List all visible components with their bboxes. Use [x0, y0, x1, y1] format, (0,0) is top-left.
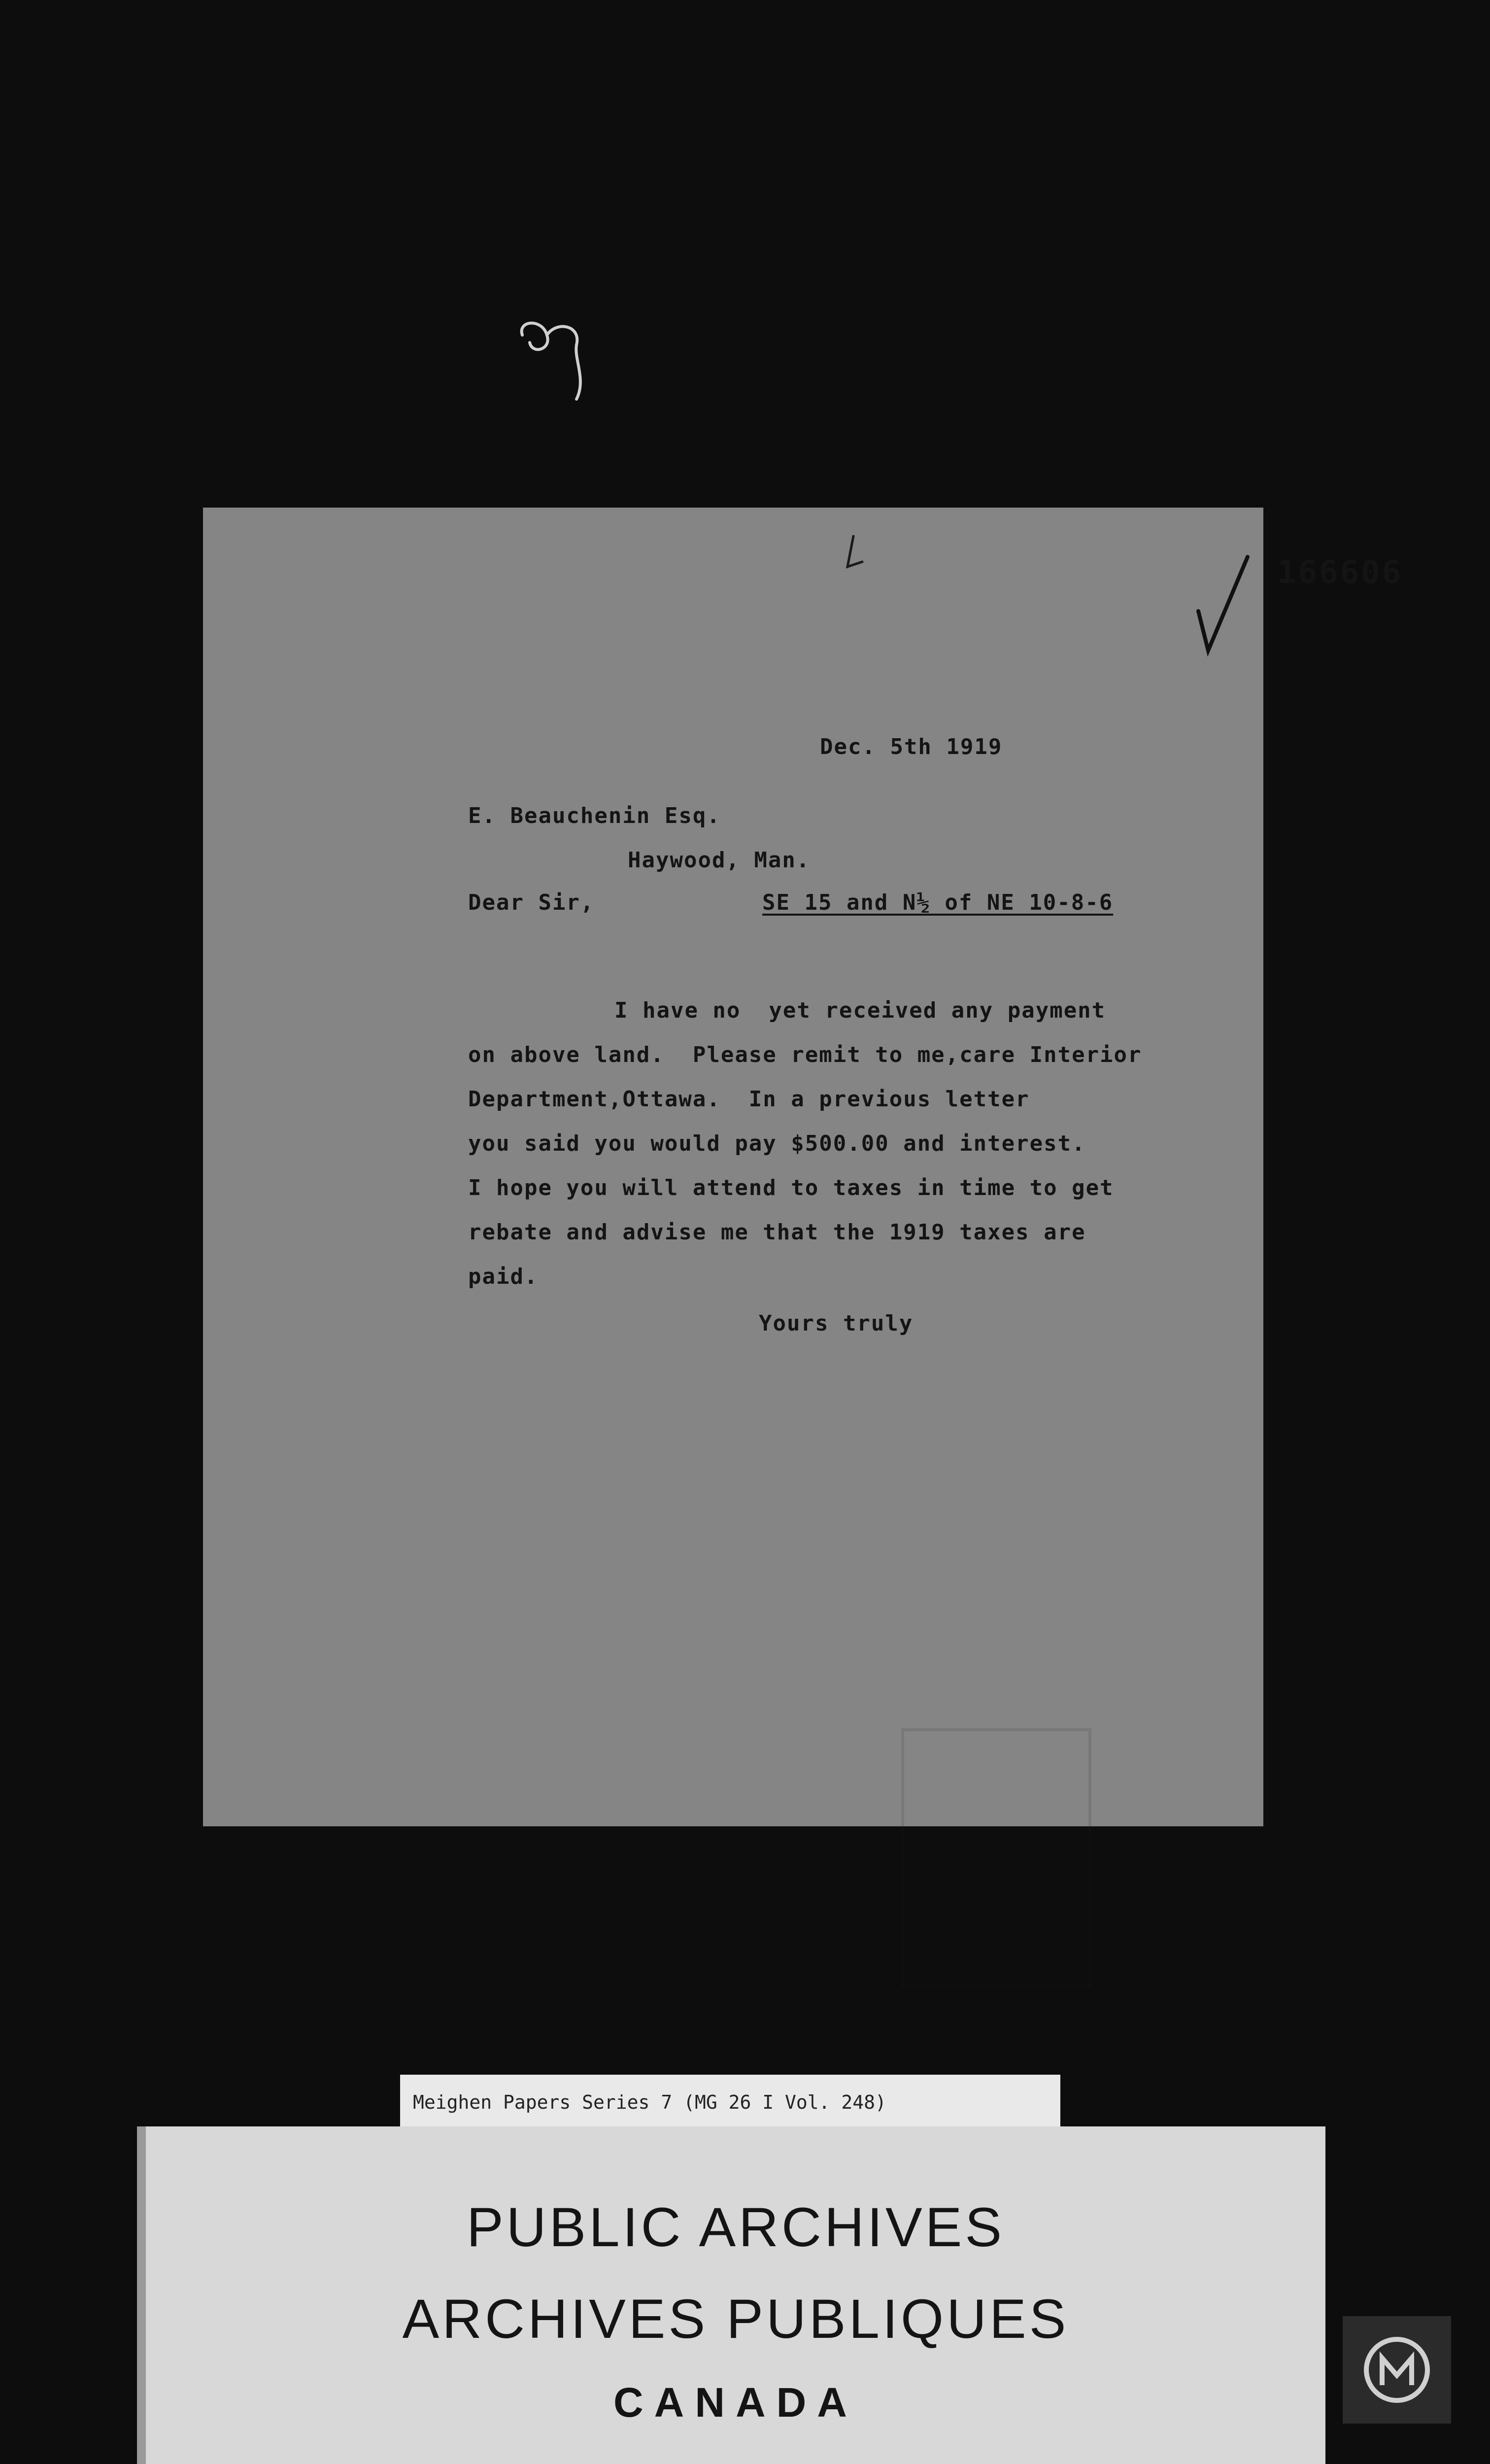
archives-card [137, 2126, 1325, 2464]
archives-line-english: PUBLIC ARCHIVES [466, 2196, 1005, 2258]
recipient-address: Haywood, Man. [628, 848, 811, 873]
recipient-name: E. Beauchenin Esq. [468, 803, 721, 828]
closing: Yours truly [759, 1311, 914, 1336]
body-line-3: Department,Ottawa. In a previous letter [468, 1087, 1030, 1112]
body-line-2: on above land. Please remit to me,care Interior [468, 1042, 1142, 1067]
archives-line-french: ARCHIVES PUBLIQUES [402, 2288, 1069, 2350]
series-label: Meighen Papers Series 7 (MG 26 I Vol. 248) [400, 2075, 1060, 2130]
salutation: Dear Sir, [468, 890, 595, 915]
archives-line-country: CANADA [613, 2379, 858, 2426]
letter-date: Dec. 5th 1919 [820, 734, 1003, 759]
typed-letter-page [203, 508, 1403, 1826]
property-reference: SE 15 and N½ of NE 10-8-6 [762, 890, 1114, 915]
body-line-1: I have no yet received any payment [614, 998, 1106, 1023]
checkmark-icon [1193, 552, 1253, 655]
archives-logo-icon [1343, 2316, 1451, 2424]
document-number: 166606 [1277, 554, 1403, 591]
body-line-5: I hope you will attend to taxes in time to get [468, 1175, 1114, 1200]
handwritten-mark-icon [512, 315, 591, 404]
body-line-7: paid. [468, 1264, 539, 1289]
pencil-mark-icon [839, 532, 868, 577]
faint-stamp-icon [893, 1720, 1100, 1996]
body-line-4: you said you would pay $500.00 and interest. [468, 1131, 1086, 1156]
body-line-6: rebate and advise me that the 1919 taxes are [468, 1220, 1086, 1245]
